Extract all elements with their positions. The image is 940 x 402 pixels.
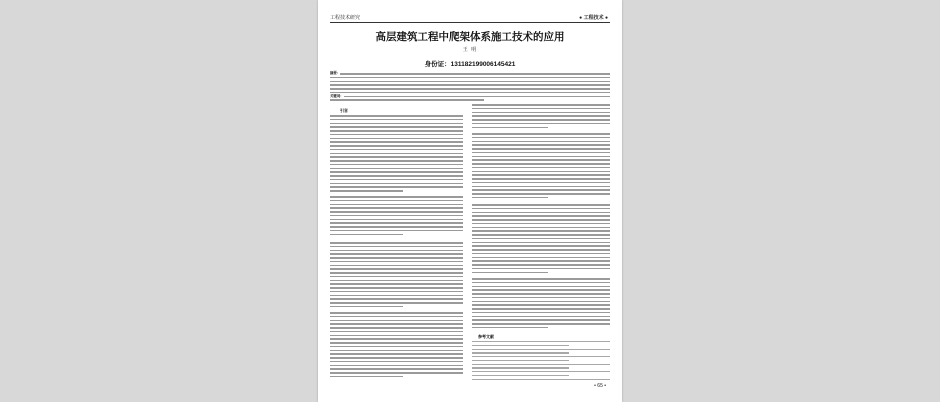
text-line xyxy=(330,338,463,340)
text-line xyxy=(472,212,610,214)
text-line xyxy=(472,356,610,357)
text-line xyxy=(330,207,463,209)
text-line xyxy=(330,253,463,255)
text-line xyxy=(472,367,569,368)
running-header-journal: 工程技术研究 xyxy=(330,15,361,21)
text-line xyxy=(330,134,463,136)
text-line xyxy=(472,253,610,255)
text-line xyxy=(472,268,610,270)
text-line xyxy=(330,183,463,185)
text-line xyxy=(330,353,463,355)
text-line xyxy=(330,357,463,359)
text-line xyxy=(472,167,610,169)
text-line xyxy=(472,115,610,117)
text-line xyxy=(472,156,610,158)
text-line xyxy=(472,308,610,310)
text-line xyxy=(330,115,463,117)
text-line xyxy=(472,297,610,299)
text-line xyxy=(472,341,610,342)
text-line xyxy=(472,345,569,346)
text-line xyxy=(472,178,610,180)
author-id-line: 身份证：131182199006145421 xyxy=(424,61,516,68)
text-line xyxy=(330,222,463,224)
text-line xyxy=(472,215,610,217)
header-rule xyxy=(330,22,610,23)
text-line xyxy=(472,223,610,225)
text-line xyxy=(472,286,610,288)
text-line xyxy=(330,92,610,94)
text-line xyxy=(330,302,463,304)
text-line xyxy=(472,260,610,262)
text-line xyxy=(472,208,610,210)
text-line xyxy=(330,283,463,285)
text-line xyxy=(330,186,463,188)
text-line xyxy=(472,238,610,240)
text-line xyxy=(330,175,463,177)
text-line xyxy=(472,289,610,291)
text-line xyxy=(472,186,610,188)
section-heading-intro: 引言 xyxy=(340,108,348,113)
text-line xyxy=(472,364,610,365)
text-line xyxy=(472,272,548,274)
text-line xyxy=(330,265,463,267)
text-line xyxy=(330,84,610,86)
text-line xyxy=(472,316,610,318)
keywords-label: 关键词： xyxy=(330,93,344,98)
page-number: • 65 • xyxy=(594,383,606,389)
text-line xyxy=(472,144,610,146)
text-line xyxy=(330,368,463,370)
text-line xyxy=(472,174,610,176)
text-line xyxy=(472,319,610,321)
text-line xyxy=(330,160,463,162)
text-line xyxy=(472,242,610,244)
text-line xyxy=(330,327,463,329)
text-line xyxy=(330,126,463,128)
text-line xyxy=(472,312,610,314)
text-line xyxy=(472,245,610,247)
text-line xyxy=(330,268,463,270)
text-line xyxy=(472,282,610,284)
text-line xyxy=(330,138,463,140)
text-line xyxy=(330,77,610,79)
text-line xyxy=(472,152,610,154)
text-line xyxy=(472,137,610,139)
text-line xyxy=(330,295,463,297)
text-line xyxy=(330,287,463,289)
text-line xyxy=(330,365,463,367)
text-line xyxy=(330,257,463,259)
text-line xyxy=(472,182,610,184)
text-line xyxy=(330,276,463,278)
text-line xyxy=(472,352,569,353)
text-line xyxy=(472,323,610,325)
text-line xyxy=(330,306,403,308)
text-line xyxy=(330,219,463,221)
text-line xyxy=(330,179,463,181)
text-line xyxy=(330,164,463,166)
text-line xyxy=(472,163,610,165)
text-line xyxy=(330,312,463,314)
text-line xyxy=(472,360,569,361)
text-line xyxy=(330,280,463,282)
text-line xyxy=(472,234,610,236)
text-line xyxy=(472,127,548,129)
text-line xyxy=(472,349,610,350)
text-line xyxy=(472,264,610,266)
text-line xyxy=(472,108,610,110)
text-line xyxy=(330,350,463,352)
text-line xyxy=(472,193,610,195)
text-line xyxy=(330,119,463,121)
running-header-column: ● 工程技术 ● xyxy=(579,15,608,21)
text-line xyxy=(330,171,463,173)
text-line xyxy=(472,257,610,259)
text-line xyxy=(330,335,463,337)
text-line xyxy=(472,371,610,372)
text-line xyxy=(330,316,463,318)
journal-page xyxy=(318,0,622,402)
text-line xyxy=(472,104,610,106)
text-line xyxy=(330,372,463,374)
text-line xyxy=(472,148,610,150)
text-line xyxy=(330,342,463,344)
text-line xyxy=(472,230,610,232)
text-line xyxy=(330,81,610,83)
text-line xyxy=(472,204,610,206)
text-line xyxy=(330,242,463,244)
text-line xyxy=(330,153,463,155)
text-line xyxy=(330,88,610,90)
text-line xyxy=(330,298,463,300)
abstract-label: 摘要： xyxy=(330,71,341,76)
text-line xyxy=(330,200,463,202)
text-line xyxy=(472,197,548,199)
text-line xyxy=(472,278,610,280)
text-line xyxy=(330,168,463,170)
text-line xyxy=(330,145,463,147)
text-line xyxy=(472,141,610,143)
text-line xyxy=(472,301,610,303)
text-line xyxy=(330,226,463,228)
text-line xyxy=(472,171,610,173)
text-line xyxy=(472,112,610,114)
text-line xyxy=(472,304,610,306)
text-line xyxy=(472,219,610,221)
text-line xyxy=(330,291,463,293)
text-line xyxy=(330,196,463,198)
text-line xyxy=(472,189,610,191)
text-line xyxy=(330,261,463,263)
text-line xyxy=(330,320,463,322)
text-line xyxy=(330,246,463,248)
text-line xyxy=(330,376,403,378)
text-line xyxy=(330,141,463,143)
text-line xyxy=(472,379,610,380)
text-line xyxy=(330,99,484,101)
text-line xyxy=(330,123,463,125)
text-line xyxy=(330,149,463,151)
text-line xyxy=(472,123,610,125)
text-line xyxy=(330,215,463,217)
text-line xyxy=(472,119,610,121)
text-line xyxy=(472,375,569,376)
text-line xyxy=(330,361,463,363)
text-line xyxy=(330,323,463,325)
text-line xyxy=(330,272,463,274)
section-heading-references: 参考文献 xyxy=(478,334,494,339)
text-line xyxy=(330,190,403,192)
text-line xyxy=(472,133,610,135)
text-line xyxy=(330,204,463,206)
text-line xyxy=(330,230,463,232)
text-line xyxy=(330,346,463,348)
paper-title: 高层建筑工程中爬架体系施工技术的应用 xyxy=(375,31,565,43)
text-line xyxy=(472,159,610,161)
text-line xyxy=(330,156,463,158)
paper-author: 王 明 xyxy=(462,47,478,53)
text-line xyxy=(472,249,610,251)
text-line xyxy=(472,227,610,229)
text-line xyxy=(330,130,463,132)
text-line xyxy=(330,234,403,236)
text-line xyxy=(472,293,610,295)
text-line xyxy=(330,331,463,333)
text-line xyxy=(330,211,463,213)
text-line xyxy=(330,73,610,75)
text-line xyxy=(472,327,548,329)
text-line xyxy=(330,250,463,252)
